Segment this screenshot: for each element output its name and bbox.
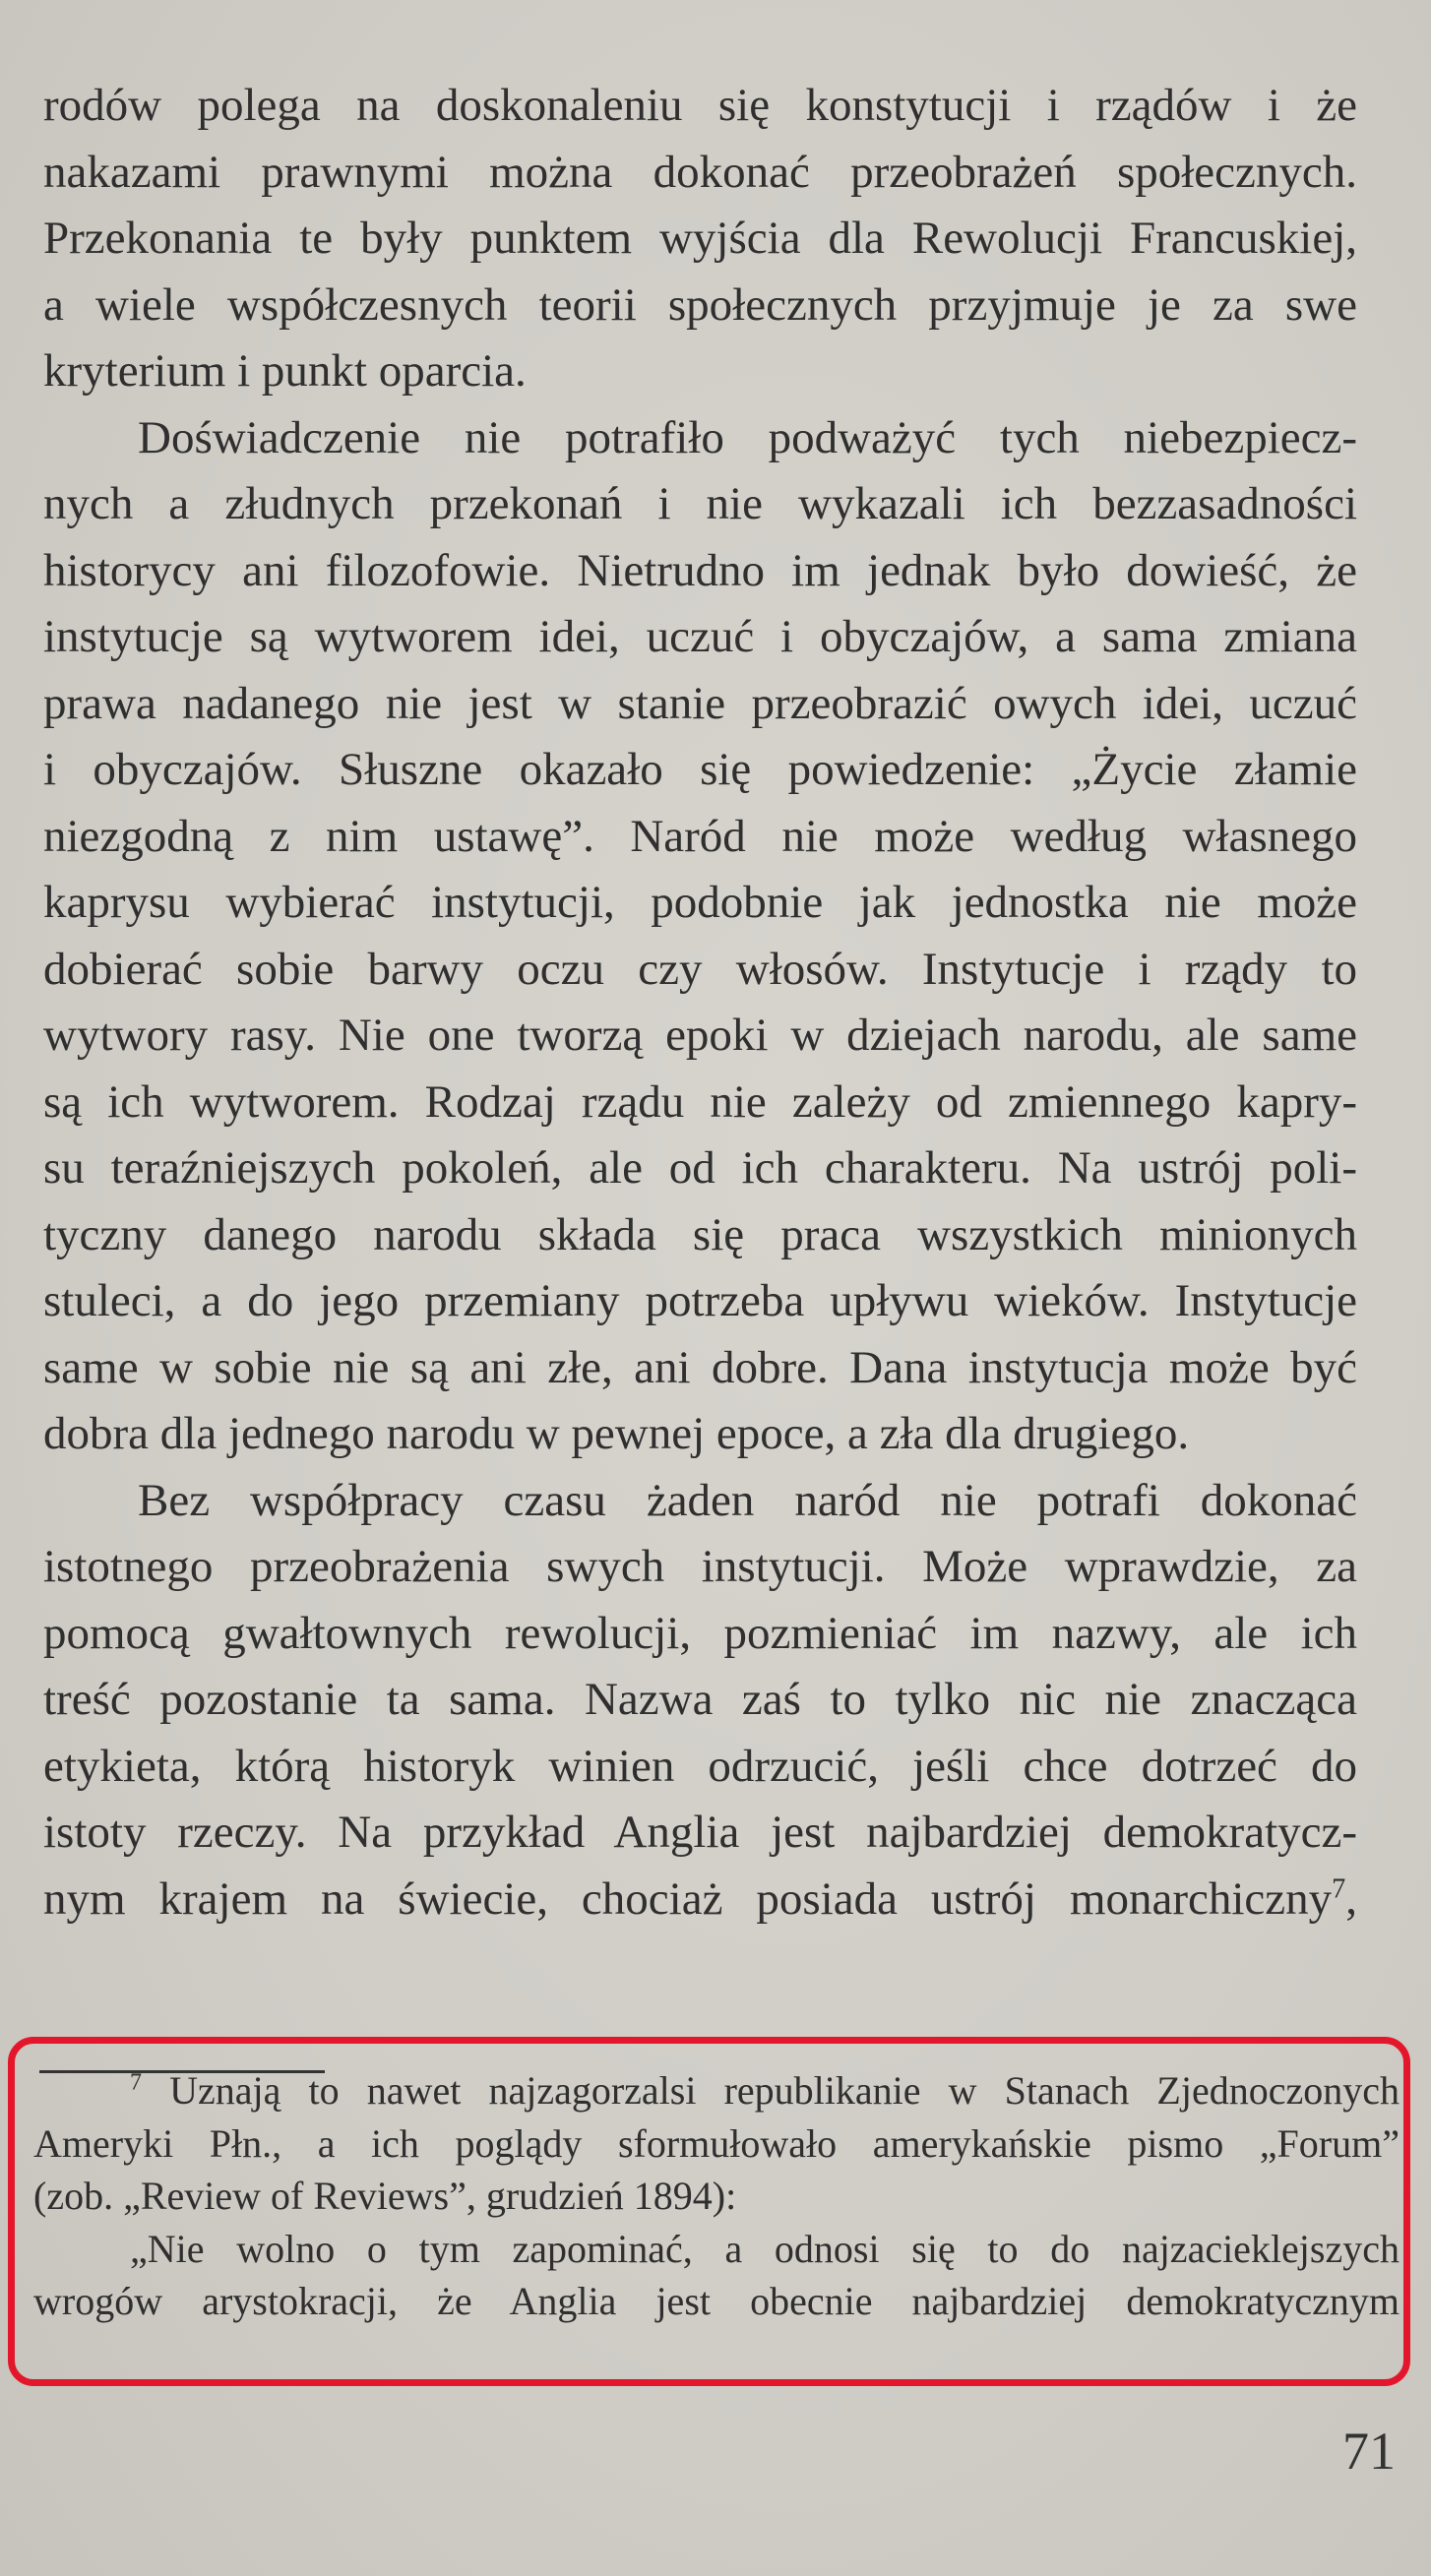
footnote-reference: 7 xyxy=(1332,1872,1346,1904)
text-line: nakazami prawnymi można dokonać przeobrażeń społecznych. xyxy=(43,146,1357,198)
text-line: rodów polega na doskonaleniu się konstytucji i rządów i że xyxy=(43,80,1357,131)
text-line: pomocą gwałtownych rewolucji, pozmieniać im nazwy, ale ich xyxy=(43,1607,1357,1659)
footnote-line-text: Uznają to nawet najzagorzalsi republikanie w Stanach Zjednoczonych xyxy=(142,2068,1400,2113)
text-line: dobierać sobie barwy oczu czy włosów. Instytucje i rządy to xyxy=(43,943,1357,995)
text-line: tyczny danego narodu składa się praca wszystkich minionych xyxy=(43,1208,1357,1260)
footnote-line: Ameryki Płn., a ich poglądy sformułowało amerykańskie pismo „Forum” xyxy=(33,2120,1400,2166)
text-line: a wiele współczesnych teorii społecznych przyjmuje je za swe xyxy=(43,278,1357,331)
text-line: Doświadczenie nie potrafiło podważyć tych niebezpiecz- xyxy=(138,411,1357,463)
text-line: niezgodną z nim ustawę”. Naród nie może według własnego xyxy=(43,810,1357,862)
footnote-line: wrogów arystokracji, że Anglia jest obecnie najbardziej demokratycznym xyxy=(33,2279,1400,2323)
text-line xyxy=(43,1867,1357,1933)
text-line: istotnego przeobrażenia swych instytucji. Może wprawdzie, za xyxy=(43,1541,1357,1592)
text-line: są ich wytworem. Rodzaj rządu nie zależy od zmiennego kapry- xyxy=(43,1075,1357,1128)
footnote-line: „Nie wolno o tym zapominać, a odnosi się to do najzacieklejszych xyxy=(130,2226,1400,2271)
text-line: wytwory rasy. Nie one tworzą epoki w dziejach narodu, ale same xyxy=(43,1010,1357,1061)
footnote-highlight-box xyxy=(8,2037,1410,2386)
text-line: prawa nadanego nie jest w stanie przeobrazić owych idei, uczuć xyxy=(43,677,1357,729)
text-line: kryterium i punkt oparcia. xyxy=(43,345,527,397)
main-text-block xyxy=(43,73,1357,1932)
footnote-line: (zob. „Review of Reviews”, grudzień 1894): xyxy=(33,2174,737,2218)
text-line: same w sobie nie są ani złe, ani dobre. Dana instytucja może być xyxy=(43,1341,1357,1393)
page-number: 71 xyxy=(1342,2422,1396,2481)
footnote-marker: 7 xyxy=(130,2069,142,2096)
text-line: treść pozostanie ta sama. Nazwa zaś to tylko nic nie znacząca xyxy=(43,1674,1357,1725)
text-line: instytucje są wytworem idei, uczuć i obyczajów, a sama zmiana xyxy=(43,611,1357,662)
text-line-content: nym krajem na świecie, chociaż posiada ustrój monarchiczny xyxy=(43,1872,1333,1925)
text-line: etykieta, którą historyk winien odrzucić, jeśli chce dotrzeć do xyxy=(43,1740,1357,1792)
text-line: Bez współpracy czasu żaden naród nie potrafi dokonać xyxy=(138,1474,1357,1526)
text-line: nych a złudnych przekonań i nie wykazali ich bezzasadności xyxy=(43,478,1357,529)
text-line: su teraźniejszych pokoleń, ale od ich charakteru. Na ustrój poli- xyxy=(43,1142,1357,1194)
text-line: dobra dla jednego narodu w pewnej epoce, a zła dla drugiego. xyxy=(43,1408,1190,1459)
text-line: i obyczajów. Słuszne okazało się powiedzenie: „Życie złamie xyxy=(43,744,1357,795)
text-line: kaprysu wybierać instytucji, podobnie jak jednostka nie może xyxy=(43,877,1357,928)
text-line: stuleci, a do jego przemiany potrzeba upływu wieków. Instytucje xyxy=(43,1275,1357,1326)
text-line: istoty rzeczy. Na przykład Anglia jest najbardziej demokratycz- xyxy=(43,1807,1357,1858)
text-line: historycy ani filozofowie. Nietrudno im jednak było dowieść, że xyxy=(43,544,1357,596)
text-line-punctuation: , xyxy=(1345,1872,1357,1925)
text-line: Przekonania te były punktem wyjścia dla Rewolucji Francuskiej, xyxy=(43,213,1357,264)
